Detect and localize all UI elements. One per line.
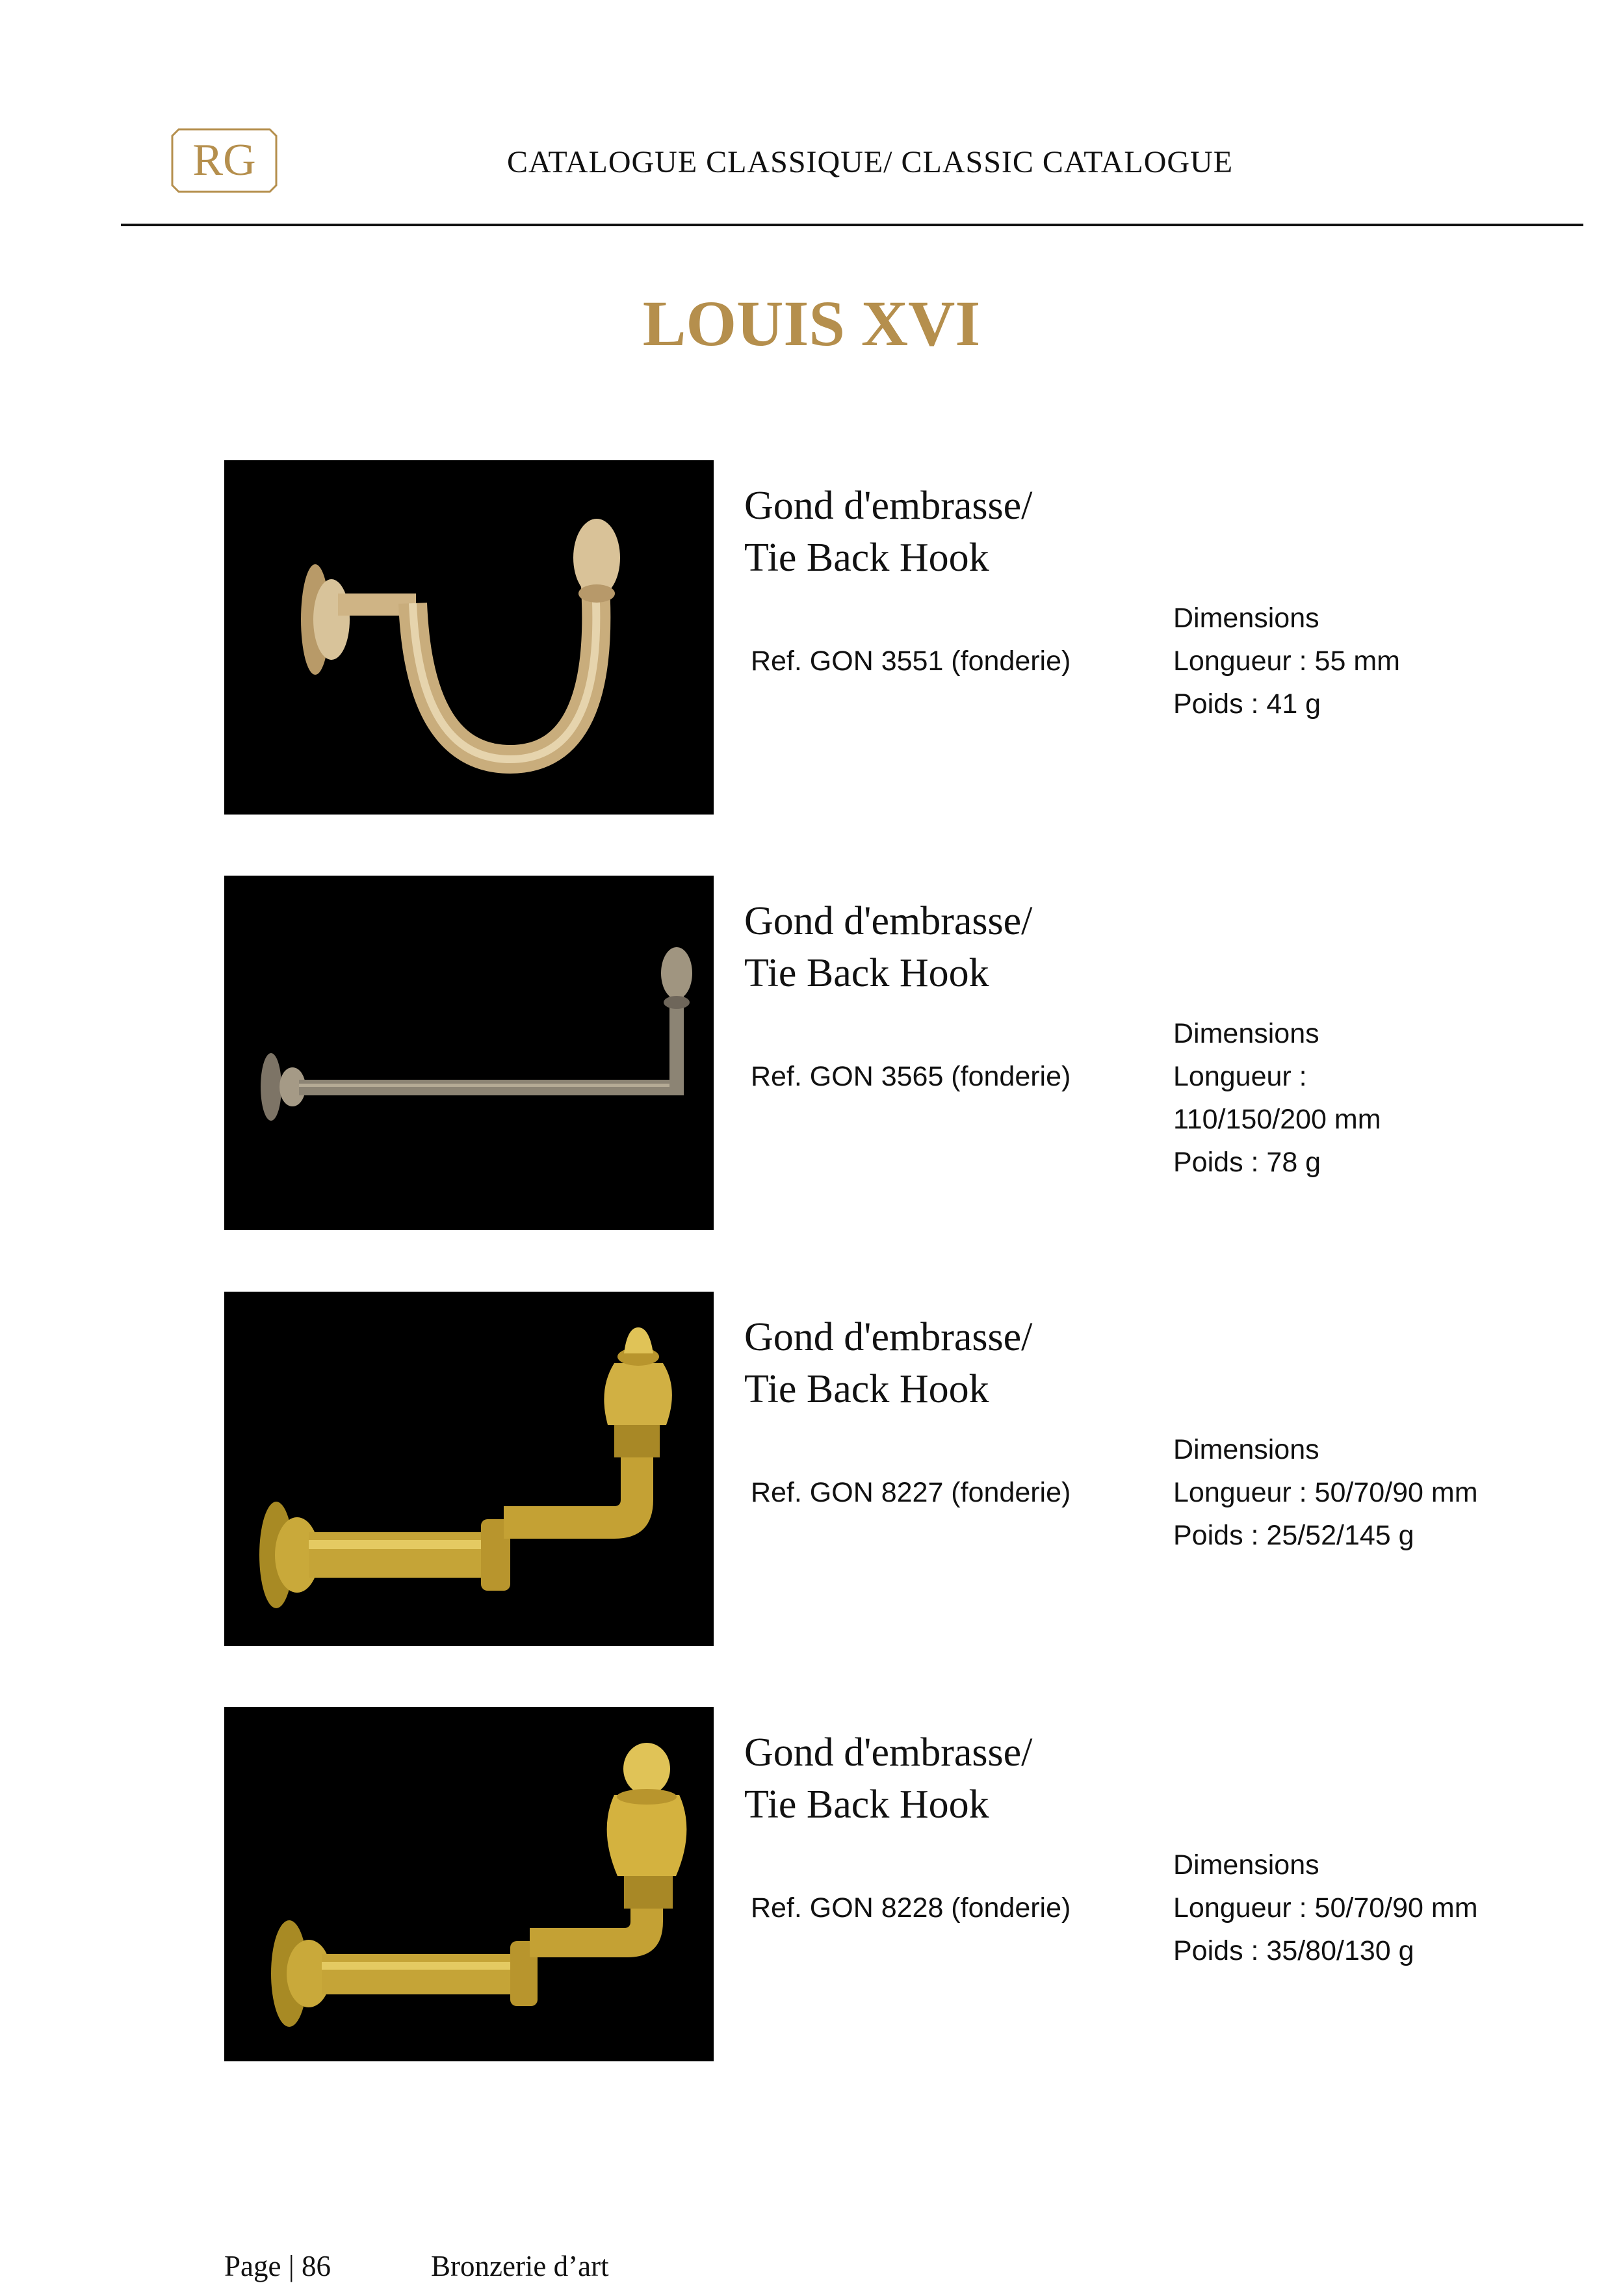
product-dimensions: Dimensions Longueur : 55 mm Poids : 41 g [1173, 603, 1400, 720]
product-dimensions: Dimensions Longueur : 50/70/90 mm Poids : 25/52/145 g [1173, 1434, 1478, 1551]
page-title: LOUIS XVI [642, 287, 981, 359]
product-dimensions: Dimensions Longueur : 110/150/200 mm Poids : 78 g [1173, 1018, 1381, 1178]
page-number: Page | 86 [224, 2250, 331, 2282]
header-divider [121, 224, 1583, 226]
product-name: Gond d'embrasse/ Tie Back Hook [744, 899, 1033, 995]
product-card [224, 1707, 1589, 2061]
svg-text:RG: RG [192, 135, 256, 185]
product-name: Gond d'embrasse/ Tie Back Hook [744, 484, 1033, 580]
product-photo-gon-3551 [224, 460, 714, 815]
product-reference: Ref. GON 8228 (fonderie) [751, 1892, 1071, 1924]
footer-brand: Bronzerie d’art [431, 2250, 609, 2282]
product-dimensions: Dimensions Longueur : 50/70/90 mm Poids : 35/80/130 g [1173, 1849, 1478, 1966]
product-photo-gon-8227 [224, 1292, 714, 1646]
product-photo-gon-8228 [224, 1707, 714, 2061]
catalogue-header-title: CATALOGUE CLASSIQUE/ CLASSIC CATALOGUE [507, 145, 1234, 179]
product-reference: Ref. GON 3551 (fonderie) [751, 646, 1071, 677]
product-card [224, 1292, 1589, 1646]
rg-logo [171, 128, 278, 193]
product-card [224, 876, 1589, 1230]
product-name: Gond d'embrasse/ Tie Back Hook [744, 1730, 1033, 1827]
product-card [224, 460, 1589, 815]
product-name: Gond d'embrasse/ Tie Back Hook [744, 1315, 1033, 1411]
product-photo-gon-3565 [224, 876, 714, 1230]
product-reference: Ref. GON 3565 (fonderie) [751, 1061, 1071, 1092]
product-reference: Ref. GON 8227 (fonderie) [751, 1477, 1071, 1508]
